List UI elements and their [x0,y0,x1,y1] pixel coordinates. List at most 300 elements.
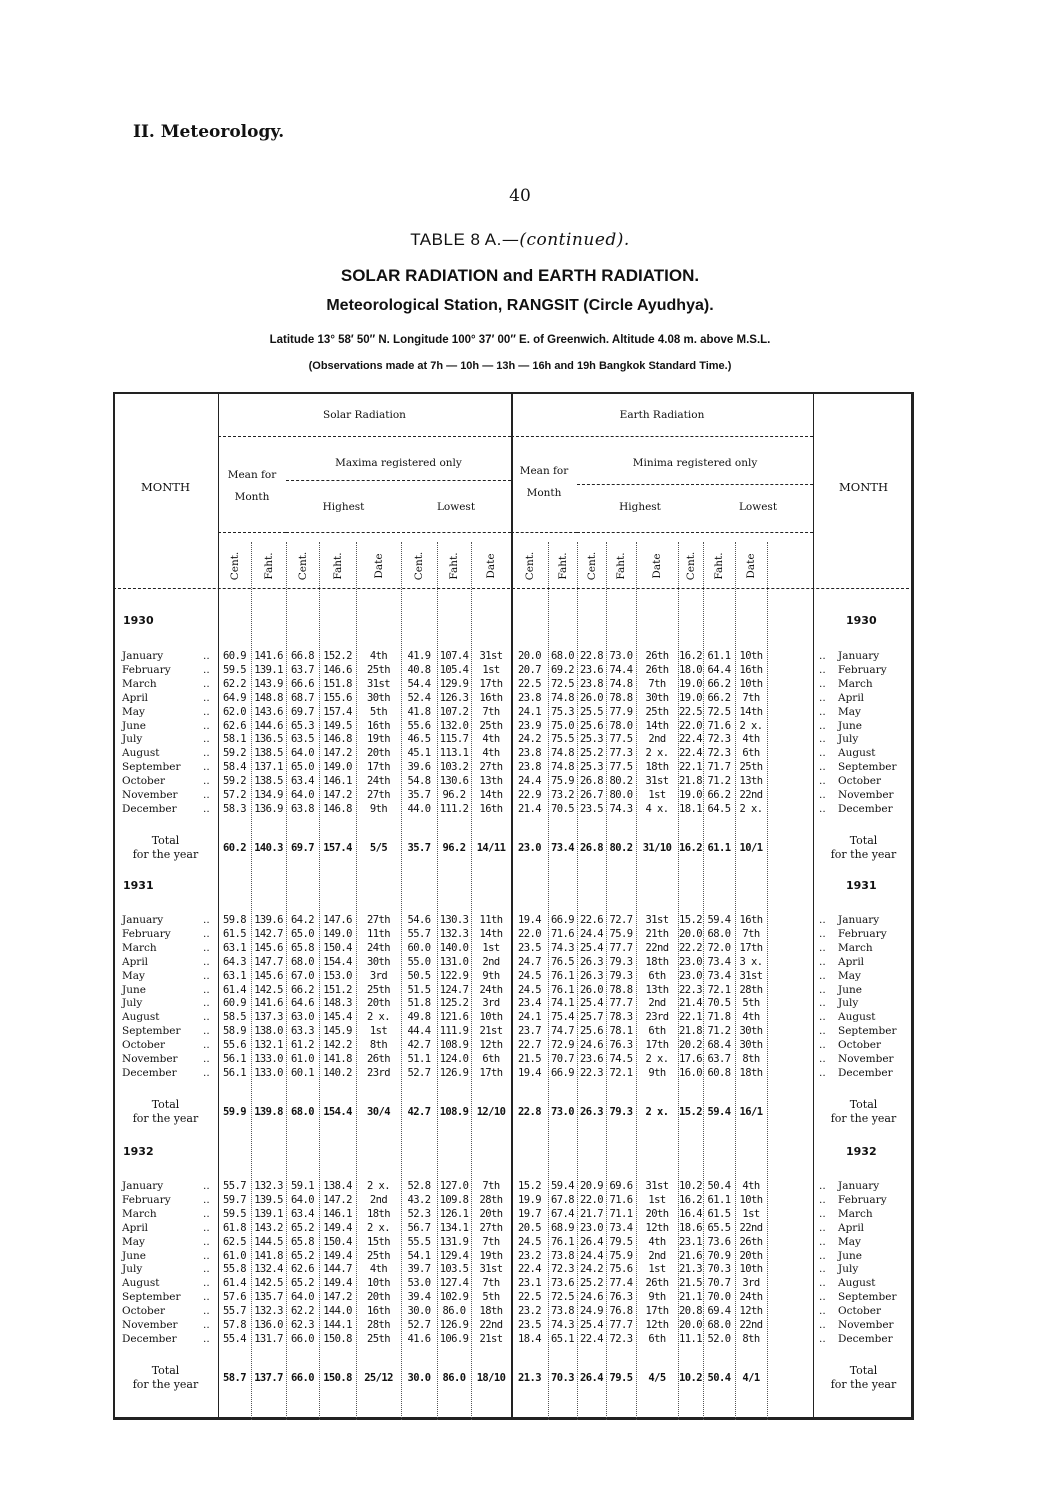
month-label-right: September [838,761,897,774]
table-cell: 23.9 [518,719,541,732]
table-cell: 23.0 [580,1221,603,1234]
table-cell: 144.7 [323,1263,352,1276]
table-cell: 19.7 [518,1207,541,1220]
month-label-right: November [838,1053,894,1065]
month-label-right: July [838,997,859,1010]
table-cell: 16th [739,663,763,676]
table-cell: 7th [648,677,666,690]
table-cell: 24th [367,941,390,954]
month-dots-right: .. [819,1193,826,1206]
total-cell: 79.5 [609,1371,633,1384]
month-dots: .. [203,1277,210,1290]
total-cell: 140.3 [254,841,283,854]
table-cell: 2 x. [367,1221,390,1234]
table-cell: 22.1 [679,1011,702,1024]
table-cell: 147.2 [323,789,352,801]
table-cell: 66.2 [291,983,314,996]
total-label-right: Total [849,1097,878,1111]
total-cell: 21.3 [518,1371,541,1384]
table-cell: 1st [482,663,500,676]
table-cell: 23.4 [518,997,541,1010]
month-label-right: February [838,927,887,940]
table-cell: 72.5 [707,705,731,718]
table-cell: 7th [482,1277,500,1290]
unit-header-cent: Cent. [296,551,309,581]
month-dots-right: .. [819,1249,826,1262]
table-cell: 72.5 [551,1291,574,1304]
month-dots: .. [203,1039,210,1052]
table-cell: 63.7 [707,1053,731,1065]
table-cell: 17th [739,941,763,954]
table-cell: 64.0 [291,789,314,801]
table-cell: 66.9 [551,1066,574,1079]
table-cell: 20.0 [679,1319,702,1331]
table-cell: 72.1 [609,1066,633,1079]
table-cell: 125.2 [439,997,469,1010]
table-cell: 25.6 [580,719,603,732]
table-cell: 71.6 [551,927,574,940]
month-dots-right: .. [819,1053,826,1065]
month-dots: .. [203,1193,210,1206]
total-cell: 157.4 [323,841,352,854]
table-cell: 62.3 [291,1319,314,1331]
table-cell: 142.7 [254,927,283,940]
table-cell: 66.2 [707,677,731,690]
table-cell: 27th [479,761,503,774]
table-cell: 41.6 [407,1332,431,1345]
table-cell: 136.5 [254,733,283,746]
table-cell: 30th [367,955,390,968]
total-cell: 96.2 [442,841,466,854]
total-cell: 14/11 [476,841,506,854]
table-cell: 6th [648,1025,666,1038]
table-cell: 55.8 [223,1263,246,1276]
table-cell: 59.4 [551,1180,574,1192]
table-cell: 43.2 [407,1193,431,1206]
table-cell: 62.6 [291,1263,314,1276]
table-cell: 31st [739,969,763,982]
month-label: April [122,1221,149,1234]
table-cell: 21.8 [679,775,702,788]
table-cell: 16.2 [679,650,702,662]
table-cell: 22.0 [518,927,541,940]
table-cell: 3 x. [739,955,763,968]
table-cell: 16th [367,1305,390,1318]
table-cell: 61.4 [223,983,246,996]
table-cell: 10th [739,650,763,662]
table-cell: 25th [479,719,503,732]
table-cell: 27th [479,1221,503,1234]
table-cell: 41.8 [407,705,431,718]
month-dots-right: .. [819,747,826,760]
month-dots: .. [203,1025,210,1038]
table-cell: 4th [369,650,388,662]
table-cell: 52.8 [407,1180,431,1192]
table-cell: 69.7 [291,705,314,718]
highest-rule [286,532,511,533]
table-cell: 2 x. [367,1011,390,1024]
total-cell: 61.1 [707,841,731,854]
highest-header-solar: Highest [322,501,365,513]
earth-rule [511,436,813,437]
total-cell: 68.0 [291,1105,314,1118]
table-cell: 132.3 [254,1180,283,1192]
table-cell: 76.3 [609,1039,633,1052]
table-cell: 146.8 [323,733,352,746]
month-label-right: February [838,663,887,676]
month-label-right: August [838,747,876,760]
table-cell: 63.0 [291,1011,314,1024]
table-cell: 20th [367,997,390,1010]
table-cell: 66.9 [551,914,574,926]
table-cell: 67.4 [551,1207,574,1220]
table-cell: 23.1 [679,1235,702,1248]
table-cell: 7th [482,1235,500,1248]
table-cell: 26.4 [580,1235,603,1248]
month-label-right: March [838,941,873,954]
table-cell: 146.6 [323,663,352,676]
table-cell: 121.6 [439,1011,469,1024]
table-cell: 6th [648,1332,666,1345]
table-cell: 132.4 [254,1263,283,1276]
table-cell: 61.8 [223,1221,246,1234]
table-cell: 75.9 [609,1249,633,1262]
table-cell: 24th [479,983,503,996]
table-cell: 70.7 [707,1277,731,1290]
table-cell: 61.5 [707,1207,731,1220]
table-cell: 18th [367,1207,390,1220]
total-cell: 86.0 [442,1371,466,1384]
table-cell: 7th [482,1180,500,1192]
table-cell: 71.6 [609,1193,633,1206]
table-cell: 144.1 [323,1319,352,1331]
table-cell: 21.8 [679,1025,702,1038]
table-cell: 3rd [482,997,500,1010]
table-cell: 25th [645,705,669,718]
table-cell: 59.4 [707,914,731,926]
table-cell: 15.2 [518,1180,541,1192]
table-cell: 64.4 [707,663,731,676]
table-cell: 78.3 [609,1011,633,1024]
table-cell: 51.8 [407,997,431,1010]
month-label: January [122,914,164,926]
table-cell: 77.5 [609,761,633,774]
table-cell: 70.5 [707,997,731,1010]
table-cell: 72.9 [551,1039,574,1052]
table-cell: 73.4 [609,1221,633,1234]
table-cell: 62.5 [223,1235,246,1248]
table-cell: 63.4 [291,1207,314,1220]
table-cell: 132.3 [439,927,469,940]
table-cell: 17th [645,1305,669,1318]
table-cell: 55.7 [223,1180,246,1192]
month-dots-right: .. [819,677,826,690]
table-cell: 25th [367,663,390,676]
for-year-label-right: for the year [830,847,897,861]
table-cell: 143.9 [254,677,283,690]
table-cell: 20.8 [679,1305,702,1318]
total-cell: 60.2 [223,841,246,854]
table-cell: 127.0 [439,1180,469,1192]
table-cell: 23.8 [518,761,541,774]
month-dots: .. [203,1249,210,1262]
unit-header-faht: Faht. [615,552,627,580]
table-cell: 18th [645,955,669,968]
total-cell: 31/10 [642,841,672,854]
table-cell: 57.6 [223,1291,246,1304]
table-cell: 22.5 [518,1291,541,1304]
table-cell: 65.0 [291,761,314,774]
table-cell: 6th [742,747,760,760]
table-cell: 69.6 [609,1180,633,1192]
table-cell: 144.5 [254,1235,283,1248]
table-cell: 17th [479,1066,503,1079]
table-cell: 65.2 [291,1249,314,1262]
minima-rule [577,484,813,485]
table-cell: 18.1 [679,802,702,815]
table-cell: 74.8 [609,677,633,690]
table-cell: 55.4 [223,1332,246,1345]
total-cell: 16/1 [739,1105,763,1118]
table-cell: 18.0 [679,663,702,676]
month-label-right: June [838,1249,862,1262]
table-cell: 21.3 [679,1263,702,1276]
table-cell: 65.8 [291,1235,314,1248]
month-dots-right: .. [819,1332,826,1345]
table-cell: 3rd [369,969,388,982]
month-dots-right: .. [819,1039,826,1052]
table-cell: 62.2 [223,677,246,690]
table-cell: 22.3 [679,983,702,996]
lowest-header-solar: Lowest [436,501,476,513]
table-cell: 22.4 [518,1263,541,1276]
total-cell: 79.3 [609,1105,633,1118]
table-cell: 64.0 [291,1291,314,1304]
month-dots: .. [203,1066,210,1079]
table-cell: 2nd [648,997,666,1010]
total-cell: 80.2 [609,841,633,854]
table-cell: 130.3 [439,914,469,926]
table-cell: 74.8 [551,691,574,704]
table-cell: 25.6 [580,1025,603,1038]
month-label: February [122,663,171,676]
total-cell: 58.7 [223,1371,246,1384]
table-cell: 26.0 [580,691,603,704]
table-cell: 152.2 [323,650,352,662]
table-cell: 21.7 [580,1207,603,1220]
table-cell: 74.8 [551,747,574,760]
table-cell: 18.4 [518,1332,541,1345]
table-cell: 25.2 [580,747,603,760]
station-coordinates: Latitude 13° 58′ 50″ N. Longitude 100° 37′ 00″ E. of Greenwich. Altitude 4.08 m. above M.S.L. [269,334,771,346]
month-label-right: April [838,691,865,704]
table-cell: 65.8 [291,941,314,954]
table-cell: 71.6 [707,719,731,732]
month-dots-right: .. [819,802,826,815]
month-label-right: May [838,1235,861,1248]
table-cell: 2 x. [645,747,669,760]
table-cell: 8th [742,1332,760,1345]
table-cell: 23.6 [580,1053,603,1065]
total-cell: 30/4 [367,1105,390,1118]
table-cell: 22.0 [580,1193,603,1206]
table-cell: 4th [482,747,500,760]
month-label-right: October [838,1039,881,1052]
table-cell: 46.5 [407,733,431,746]
month-dots-right: .. [819,969,826,982]
table-cell: 71.7 [707,761,731,774]
table-cell: 25.5 [580,705,603,718]
month-dots-right: .. [819,775,826,788]
month-label-right: August [838,1011,876,1024]
year-label-right: 1931 [846,879,877,892]
table-cell: 13th [645,983,669,996]
month-label: December [122,1332,177,1345]
table-cell: 74.3 [551,1319,574,1331]
month-label: September [122,1025,181,1038]
table-cell: 10th [739,1193,763,1206]
month-label: October [122,1305,165,1318]
total-cell: 16.2 [679,841,702,854]
month-dots-right: .. [819,1221,826,1234]
table-cell: 20.0 [518,650,541,662]
table-cell: 135.7 [254,1291,283,1304]
month-dots: .. [203,955,210,968]
month-dots-right: .. [819,1207,826,1220]
table-cell: 64.2 [291,914,314,926]
table-cell: 102.9 [439,1291,469,1304]
table-cell: 26.3 [580,969,603,982]
total-cell: 26.4 [580,1371,603,1384]
table-cell: 4 x. [645,802,669,815]
table-cell: 9th [482,969,500,982]
table-cell: 22nd [739,1319,763,1331]
table-cell: 66.6 [291,677,314,690]
month-dots-right: .. [819,733,826,746]
month-label-right: March [838,677,873,690]
table-cell: 14th [739,705,763,718]
month-header-right: MONTH [839,480,888,494]
table-cell: 139.1 [254,663,283,676]
table-cell: 126.1 [439,1207,469,1220]
table-cell: 44.0 [407,802,431,815]
year-label-right: 1932 [846,1145,877,1158]
table-cell: 30th [739,1025,763,1038]
table-cell: 62.6 [223,719,246,732]
table-cell: 63.7 [291,663,314,676]
table-cell: 61.0 [223,1249,246,1262]
table-cell: 137.3 [254,1011,283,1024]
table-cell: 20th [645,1207,669,1220]
unit-header-faht: Faht. [331,552,344,580]
table-cell: 2nd [369,1193,388,1206]
for-year-label: for the year [132,1111,199,1125]
month-label-right: April [838,1221,865,1234]
table-cell: 111.2 [439,802,469,815]
for-year-label: for the year [132,847,199,861]
month-label: May [122,969,145,982]
table-cell: 23.0 [679,969,702,982]
table-cell: 73.6 [707,1235,731,1248]
table-cell: 54.6 [407,914,431,926]
month-dots: .. [203,1305,210,1318]
table-cell: 30th [645,691,669,704]
month-dots-right: .. [819,997,826,1010]
table-cell: 24.1 [518,705,541,718]
table-cell: 59.5 [223,663,246,676]
table-cell: 154.4 [323,955,352,968]
table-cell: 78.8 [609,983,633,996]
table-cell: 26.3 [580,955,603,968]
table-cell: 59.1 [291,1180,314,1192]
table-cell: 49.8 [407,1011,431,1024]
table-cell: 6th [482,1053,500,1065]
total-cell: 12/10 [476,1105,506,1118]
table-cell: 69.2 [551,663,574,676]
table-cell: 31st [479,1263,503,1276]
table-cell: 50.4 [707,1180,731,1192]
table-cell: 30th [739,1039,763,1052]
table-cell: 63.3 [291,1025,314,1038]
month-dots-right: .. [819,955,826,968]
table-cell: 23.1 [518,1277,541,1290]
table-cell: 17th [645,1039,669,1052]
month-dots: .. [203,997,210,1010]
table-cell: 28th [367,1319,390,1331]
table-cell: 25.3 [580,733,603,746]
table-cell: 70.3 [707,1263,731,1276]
month-label: January [122,1180,164,1192]
table-cell: 23.0 [679,955,702,968]
month-label: April [122,691,149,704]
table-cell: 74.5 [609,1053,633,1065]
table-cell: 140.2 [323,1066,352,1079]
table-cell: 147.6 [323,914,352,926]
table-cell: 77.5 [609,733,633,746]
total-cell: 26.3 [580,1105,603,1118]
table-cell: 54.8 [407,775,431,788]
table-cell: 55.7 [407,927,431,940]
table-cell: 15.2 [679,914,702,926]
table-cell: 77.4 [609,1277,633,1290]
table-cell: 64.3 [223,955,246,968]
table-cell: 75.4 [551,1011,574,1024]
month-dots: .. [203,1235,210,1248]
table-cell: 52.4 [407,691,431,704]
table-cell: 21.1 [679,1291,702,1304]
table-cell: 124.0 [439,1053,469,1065]
total-cell: 50.4 [707,1371,731,1384]
table-cell: 2 x. [739,719,763,732]
table-cell: 150.4 [323,1235,352,1248]
table-cell: 77.9 [609,705,633,718]
month-dots: .. [203,705,210,718]
table-cell: 10th [367,1277,390,1290]
table-cell: 55.7 [223,1305,246,1318]
table-cell: 11th [479,914,503,926]
table-cell: 19th [479,1249,503,1262]
table-cell: 51.1 [407,1053,431,1065]
table-cell: 129.4 [439,1249,469,1262]
month-label-right: July [838,1263,859,1276]
month-dots-right: .. [819,1263,826,1276]
table-cell: 23.8 [518,691,541,704]
table-cell: 39.6 [407,761,431,774]
table-cell: 149.4 [323,1249,352,1262]
table-cell: 79.3 [609,969,633,982]
table-cell: 25th [367,1332,390,1345]
table-cell: 24th [367,775,390,788]
